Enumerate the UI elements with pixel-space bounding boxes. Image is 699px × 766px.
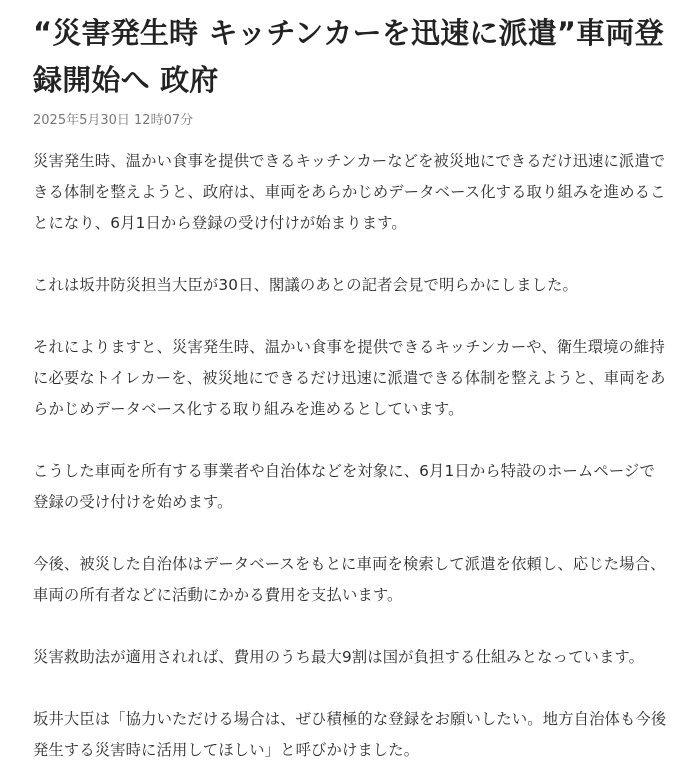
article-paragraph: 坂井大臣は「協力いただける場合は、ぜひ積極的な登録をお願いしたい。地方自治体も今後発生する災害時に活用してほしい」と呼びかけました。 xyxy=(33,710,667,759)
article-paragraph: それによりますと、災害発生時、温かい食事を提供できるキッチンカーや、衛生環境の維持に必要なトイレカーを、被災地にできるだけ迅速に派遣できる体制を整えようと、車両をあらかじめデータベース化する取り組みを進めるとしています。 xyxy=(33,338,666,418)
publish-date: 2025年5月30日 12時07分 xyxy=(33,113,194,128)
article-paragraph: 今後、被災した自治体はデータベースをもとに車両を検索して派遣を依頼し、応じた場合、車両の所有者などに活動にかかる費用を支払います。 xyxy=(33,555,666,604)
article-paragraph: これは坂井防災担当大臣が30日、閣議のあとの記者会見で明らかにしました。 xyxy=(33,276,578,294)
article-headline: “災害発生時 キッチンカーを迅速に派遣”車両登録開始へ 政府 xyxy=(33,16,664,97)
article-paragraph: こうした車両を所有する事業者や自治体などを対象に、6月1日から特設のホームページで登録の受け付けを始めます。 xyxy=(33,462,655,511)
article-paragraph: 災害救助法が適用されれば、費用のうち最大9割は国が負担する仕組みとなっています。 xyxy=(33,648,645,666)
article-body xyxy=(33,146,669,766)
article-paragraph: 災害発生時、温かい食事を提供できるキッチンカーなどを被災地にできるだけ迅速に派遣できる体制を整えようと、政府は、車両をあらかじめデータベース化する取り組みを進めることになり、6月1日から登録の受け付けが始まります。 xyxy=(33,152,666,232)
